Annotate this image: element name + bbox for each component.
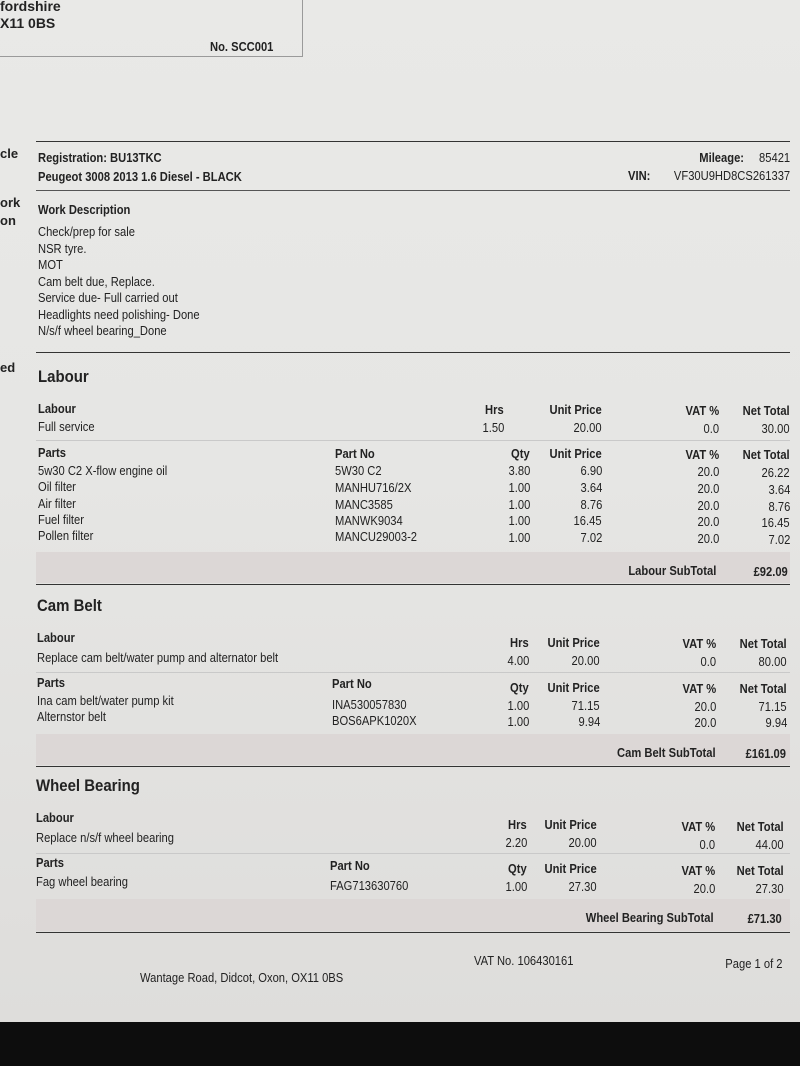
labour-row-hrs: 2.20: [505, 835, 527, 850]
part-desc: Fag wheel bearing: [36, 874, 128, 889]
labour-row-unit: 20.00: [569, 835, 597, 850]
labour-row-vat: 0.0: [703, 421, 719, 436]
part-net: 27.30: [756, 881, 784, 896]
part-desc: 5w30 C2 X-flow engine oil: [38, 463, 168, 478]
part-desc: Pollen filter: [38, 528, 94, 543]
part-net: 16.45: [762, 515, 790, 530]
section-title-cam-belt: Cam Belt: [37, 596, 102, 615]
net-total-col-header: Net Total: [736, 819, 784, 834]
part-unit: 9.94: [578, 714, 600, 729]
section-title-labour: Labour: [38, 367, 89, 386]
wheel-bearing-subtotal-label: Wheel Bearing SubTotal: [586, 910, 714, 925]
part-desc: Oil filter: [38, 479, 76, 494]
vat-col-header: VAT %: [685, 403, 719, 418]
labour-row-net: 30.00: [762, 421, 790, 436]
part-no: FAG713630760: [330, 878, 409, 893]
part-qty: 3.80: [508, 463, 530, 478]
labour-row-net: 80.00: [759, 654, 787, 669]
part-vat: 20.0: [697, 531, 719, 546]
row-divider: [36, 672, 790, 673]
vat-col-header: VAT %: [685, 447, 719, 462]
part-desc: Air filter: [38, 496, 76, 511]
mileage-label: Mileage:: [699, 150, 744, 165]
part-desc: Alternstor belt: [37, 709, 106, 724]
part-vat: 20.0: [694, 715, 716, 730]
part-no: 5W30 C2: [335, 463, 382, 478]
net-total-col-header: Net Total: [739, 681, 787, 696]
vehicle-rule: [36, 190, 790, 191]
part-qty: 1.00: [508, 513, 530, 528]
part-desc: Fuel filter: [38, 512, 84, 527]
labour-row-vat: 0.0: [700, 654, 716, 669]
part-net: 8.76: [768, 499, 790, 514]
hrs-col-header: Hrs: [510, 635, 529, 650]
part-no: BOS6APK1020X: [332, 713, 417, 728]
vat-col-header: VAT %: [682, 681, 716, 696]
part-net: 7.02: [768, 532, 790, 547]
parts-col-header: Parts: [36, 855, 64, 870]
section-title-wheel-bearing: Wheel Bearing: [36, 776, 140, 795]
vat-col-header: VAT %: [681, 819, 715, 834]
part-vat: 20.0: [697, 464, 719, 479]
labour-row-unit: 20.00: [572, 653, 600, 668]
margin-text-3: on: [0, 213, 16, 228]
part-qty: 1.00: [508, 497, 530, 512]
labour-row-desc: Full service: [38, 419, 95, 434]
part-unit: 3.64: [580, 480, 602, 495]
margin-text-4: ed: [0, 360, 16, 375]
part-unit: 7.02: [580, 530, 602, 545]
wheel-bearing-subtotal-value: £71.30: [747, 911, 782, 926]
labour-subtotal-value: £92.09: [753, 564, 788, 579]
registration: Registration: BU13TKC: [38, 150, 162, 165]
part-no: MANCU29003-2: [335, 529, 418, 544]
section-rule: [36, 584, 790, 585]
header-county: fordshire: [0, 0, 61, 14]
work-rule: [36, 352, 790, 353]
vin-value: VF30U9HD8CS261337: [673, 168, 790, 183]
qty-col-header: Qty: [511, 446, 530, 461]
part-no-col-header: Part No: [332, 676, 372, 691]
margin-text-1: cle: [0, 146, 19, 161]
net-total-col-header: Net Total: [742, 403, 790, 418]
labour-row-net: 44.00: [756, 837, 784, 852]
part-net: 71.15: [759, 699, 787, 714]
work-line: Check/prep for sale: [38, 224, 135, 239]
vat-col-header: VAT %: [682, 636, 716, 651]
part-qty: 1.00: [505, 879, 527, 894]
part-unit: 71.15: [572, 698, 600, 713]
vin-label: VIN:: [628, 168, 651, 183]
labour-row-hrs: 1.50: [482, 420, 504, 435]
part-unit: 27.30: [569, 879, 597, 894]
work-line: N/s/f wheel bearing_Done: [38, 323, 167, 338]
labour-col-header: Labour: [36, 810, 74, 825]
footer-address: Wantage Road, Didcot, Oxon, OX11 0BS: [140, 970, 344, 985]
unit-price-col-header: Unit Price: [547, 680, 600, 695]
vat-col-header: VAT %: [681, 863, 715, 878]
work-description-title: Work Description: [38, 202, 131, 217]
part-desc: Ina cam belt/water pump kit: [37, 693, 174, 708]
parts-col-header: Parts: [37, 675, 65, 690]
net-total-col-header: Net Total: [742, 447, 790, 462]
labour-row-desc: Replace n/s/f wheel bearing: [36, 830, 174, 845]
invoice-number: No. SCC001: [210, 39, 274, 54]
row-divider: [36, 440, 790, 441]
labour-row-hrs: 4.00: [507, 653, 529, 668]
qty-col-header: Qty: [510, 680, 529, 695]
work-line: Service due- Full carried out: [38, 290, 178, 305]
part-qty: 1.00: [508, 480, 530, 495]
part-unit: 6.90: [580, 463, 602, 478]
unit-price-col-header: Unit Price: [549, 402, 602, 417]
parts-col-header: Parts: [38, 445, 66, 460]
cam-belt-subtotal-value: £161.09: [745, 746, 786, 761]
top-rule: [36, 141, 790, 142]
net-total-col-header: Net Total: [736, 863, 784, 878]
net-total-col-header: Net Total: [739, 636, 787, 651]
labour-subtotal-label: Labour SubTotal: [628, 563, 716, 578]
part-qty: 1.00: [507, 698, 529, 713]
page-indicator: Page 1 of 2: [724, 956, 782, 971]
section-rule: [36, 766, 790, 767]
unit-price-col-header: Unit Price: [547, 635, 600, 650]
hrs-col-header: Hrs: [508, 817, 527, 832]
part-no: MANWK9034: [335, 513, 403, 528]
part-no: MANHU716/2X: [335, 480, 412, 495]
work-line: MOT: [38, 257, 63, 272]
section-rule: [36, 932, 790, 933]
mileage-value: 85421: [758, 150, 790, 165]
part-net: 26.22: [762, 465, 790, 480]
labour-row-vat: 0.0: [699, 837, 715, 852]
vehicle-description: Peugeot 3008 2013 1.6 Diesel - BLACK: [38, 169, 242, 184]
work-line: Headlights need polishing- Done: [38, 307, 200, 322]
header-postcode: X11 0BS: [0, 15, 56, 31]
hrs-col-header: Hrs: [485, 402, 504, 417]
qty-col-header: Qty: [508, 861, 527, 876]
part-vat: 20.0: [694, 699, 716, 714]
part-vat: 20.0: [697, 481, 719, 496]
part-unit: 8.76: [580, 497, 602, 512]
unit-price-col-header: Unit Price: [544, 817, 597, 832]
part-qty: 1.00: [507, 714, 529, 729]
part-vat: 20.0: [693, 881, 715, 896]
part-no: MANC3585: [335, 497, 393, 512]
part-qty: 1.00: [508, 530, 530, 545]
part-no: INA530057830: [332, 697, 407, 712]
labour-row-unit: 20.00: [574, 420, 602, 435]
margin-text-2: ork: [0, 195, 21, 210]
part-net: 9.94: [765, 715, 787, 730]
part-vat: 20.0: [697, 514, 719, 529]
work-line: Cam belt due, Replace.: [38, 274, 155, 289]
labour-col-header: Labour: [38, 401, 76, 416]
unit-price-col-header: Unit Price: [549, 446, 602, 461]
cam-belt-subtotal-label: Cam Belt SubTotal: [617, 745, 716, 760]
part-vat: 20.0: [697, 498, 719, 513]
row-divider: [36, 853, 790, 854]
vat-number: VAT No. 106430161: [474, 953, 574, 968]
part-net: 3.64: [768, 482, 790, 497]
work-line: NSR tyre.: [38, 241, 87, 256]
part-unit: 16.45: [574, 513, 602, 528]
labour-col-header: Labour: [37, 630, 75, 645]
part-no-col-header: Part No: [335, 446, 375, 461]
unit-price-col-header: Unit Price: [544, 861, 597, 876]
labour-row-desc: Replace cam belt/water pump and alternator belt: [37, 650, 279, 665]
part-no-col-header: Part No: [330, 858, 370, 873]
